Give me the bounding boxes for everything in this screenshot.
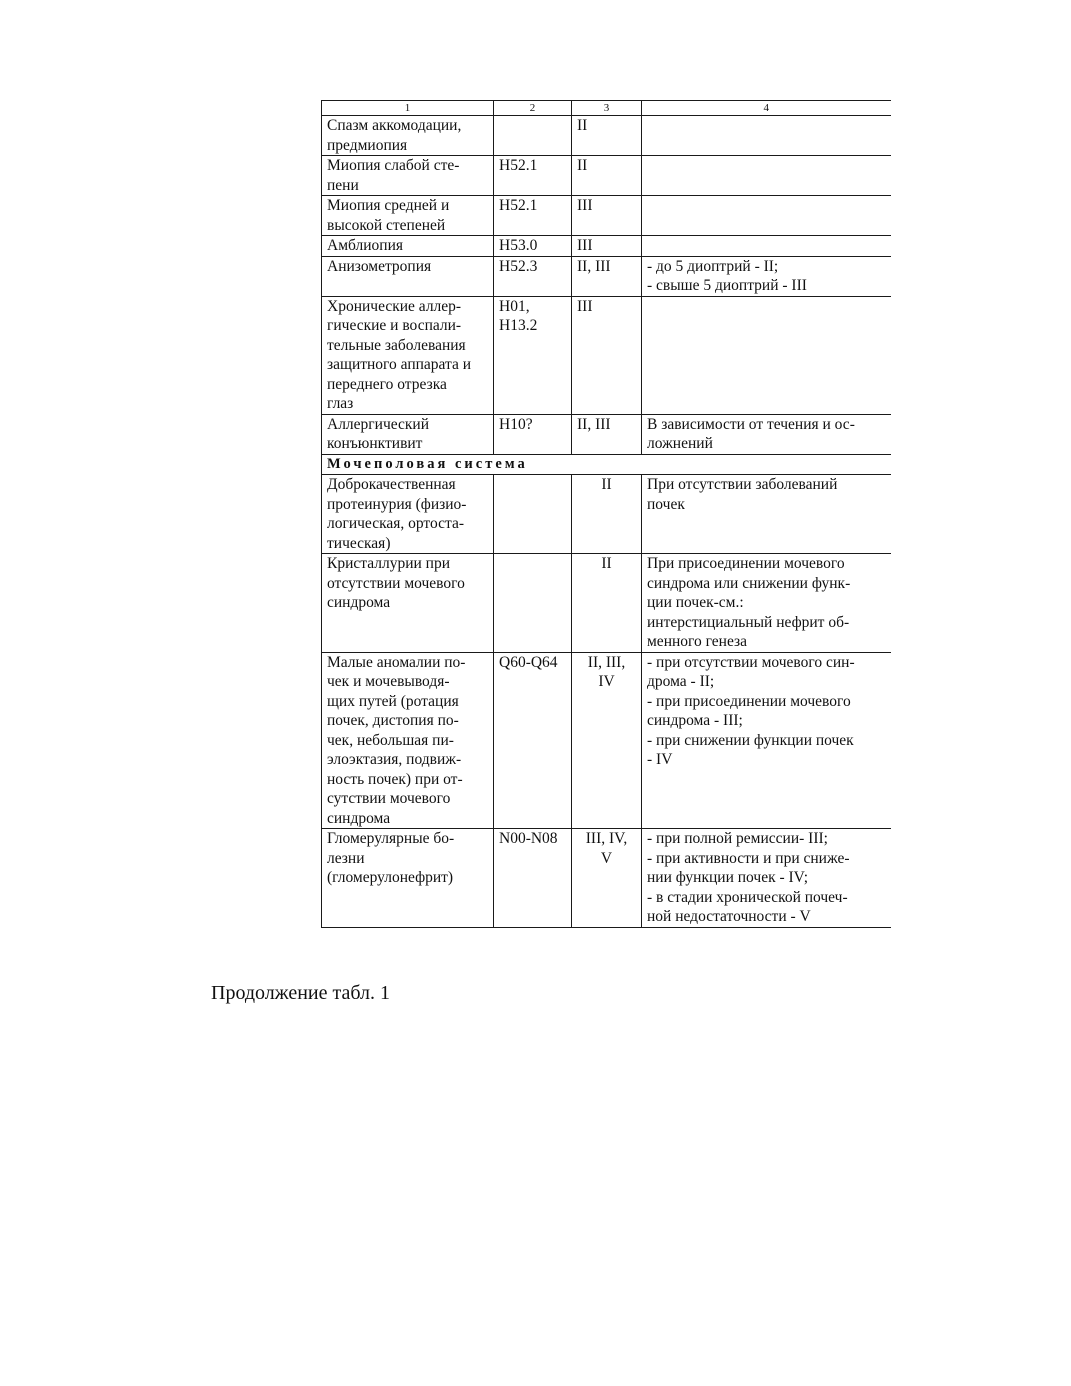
group-cell: III (572, 236, 642, 257)
disease-cell: Миопия слабой сте- пени (322, 156, 494, 196)
note-cell (642, 236, 891, 257)
table-header-row (322, 101, 891, 116)
code-cell: H01, H13.2 (494, 296, 572, 414)
code-cell: H10? (494, 414, 572, 454)
column-number-3: 3 (572, 101, 642, 116)
table-row (322, 256, 891, 296)
table-row (322, 236, 891, 257)
group-cell: II, III (572, 414, 642, 454)
disease-cell: Аллергический конъюнктивит (322, 414, 494, 454)
table-row (322, 829, 891, 928)
table-row (322, 475, 891, 554)
table-row (322, 554, 891, 653)
column-number-2: 2 (494, 101, 572, 116)
code-cell: N00-N08 (494, 829, 572, 928)
section-title: Мочеполовая система (322, 454, 891, 475)
table-row (322, 116, 891, 156)
code-cell: H52.1 (494, 156, 572, 196)
code-cell: Q60-Q64 (494, 652, 572, 829)
note-cell: При отсутствии заболеваний почек (642, 475, 891, 554)
group-cell: III (572, 196, 642, 236)
table-row (322, 156, 891, 196)
disease-cell: Доброкачественная протеинурия (физио- логическая, ортоста- тическая) (322, 475, 494, 554)
disease-cell: Амблиопия (322, 236, 494, 257)
disease-cell: Миопия средней и высокой степеней (322, 196, 494, 236)
column-number-1: 1 (322, 101, 494, 116)
code-cell (494, 554, 572, 653)
group-cell: II (572, 116, 642, 156)
table-continuation-caption: Продолжение табл. 1 (211, 982, 390, 1004)
disease-cell: Гломерулярные бо- лезни (гломерулонефрит) (322, 829, 494, 928)
note-cell (642, 156, 891, 196)
group-cell: III (572, 296, 642, 414)
disease-cell: Анизометропия (322, 256, 494, 296)
note-cell (642, 196, 891, 236)
group-cell: III, IV, V (572, 829, 642, 928)
table-row (322, 196, 891, 236)
note-cell (642, 116, 891, 156)
column-number-4: 4 (642, 101, 891, 116)
section-row (322, 454, 891, 475)
note-cell: - при отсутствии мочевого син- дрома - II; - при присоединении мочевого синдрома - III; - при снижении функции почек - IV (642, 652, 891, 829)
note-cell: - до 5 диоптрий - II; - свыше 5 диоптрий - III (642, 256, 891, 296)
disease-cell: Хронические аллер- гические и воспали- тельные заболевания защитного аппарата и переднего отрезка глаз (322, 296, 494, 414)
disease-cell: Спазм аккомодации, предмиопия (322, 116, 494, 156)
note-cell (642, 296, 891, 414)
table-row (322, 296, 891, 414)
code-cell: H53.0 (494, 236, 572, 257)
group-cell: II (572, 554, 642, 653)
note-cell: - при полной ремиссии- III; - при активности и при сниже- нии функции почек - IV; - в стадии хронической почеч- ной недостаточности - V (642, 829, 891, 928)
table-row (322, 414, 891, 454)
note-cell: При присоединении мочевого синдрома или снижении функ- ции почек-см.: интерстициальный нефрит об- менного генеза (642, 554, 891, 653)
disease-cell: Кристаллурии при отсутствии мочевого синдрома (322, 554, 494, 653)
code-cell (494, 116, 572, 156)
table-row (322, 652, 891, 829)
group-cell: II, III (572, 256, 642, 296)
group-cell: II, III, IV (572, 652, 642, 829)
classification-table (321, 100, 891, 928)
code-cell (494, 475, 572, 554)
code-cell: H52.3 (494, 256, 572, 296)
group-cell: II (572, 475, 642, 554)
code-cell: H52.1 (494, 196, 572, 236)
group-cell: II (572, 156, 642, 196)
disease-cell: Малые аномалии по- чек и мочевыводя- щих путей (ротация почек, дистопия по- чек, небольшая пи- элоэктазия, подвиж- ность почек) при от- сутствии мочевого синдрома (322, 652, 494, 829)
note-cell: В зависимости от течения и ос- ложнений (642, 414, 891, 454)
